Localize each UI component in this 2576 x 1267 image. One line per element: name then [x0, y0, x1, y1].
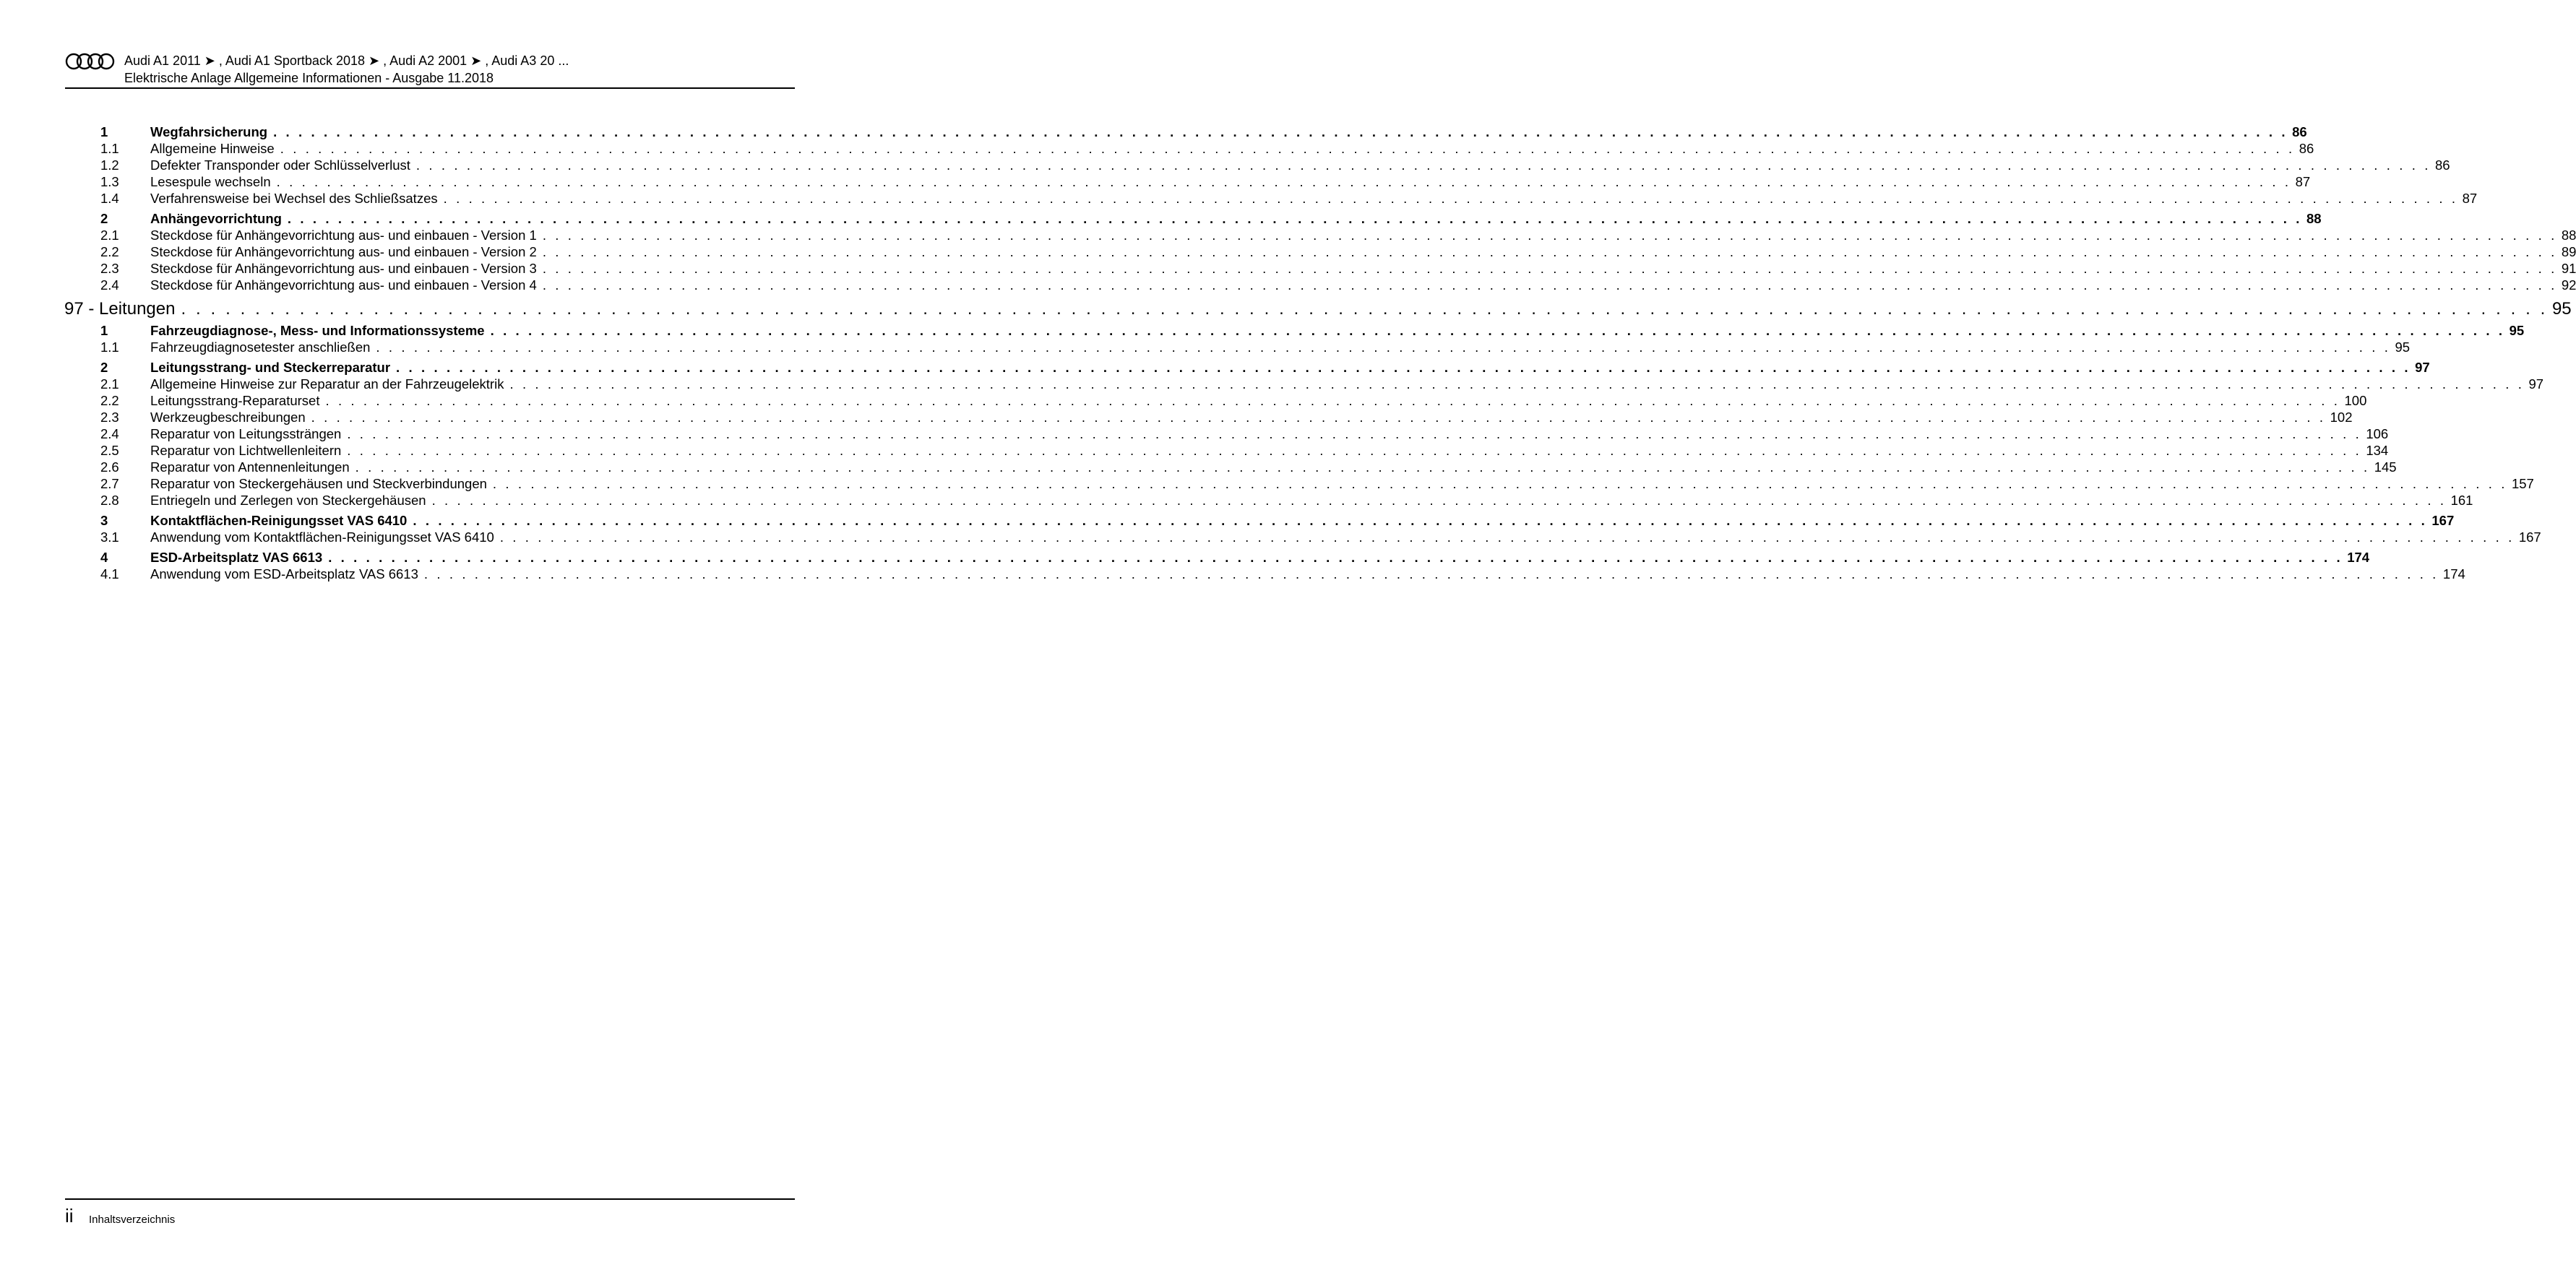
toc-entry-page: 161	[2450, 493, 2473, 508]
footer-section-label: Inhaltsverzeichnis	[89, 1214, 176, 1226]
toc-entry-number: 2.2	[100, 393, 119, 408]
toc-entry-number: 2.4	[100, 426, 119, 441]
toc-entry-number: 2.1	[100, 376, 119, 392]
toc-subsection[interactable]	[100, 459, 2397, 475]
toc-leader-dots: . . . . . . . . . . . . . . . . . . . . . . . . . . . . . . . . . . . . . . . . . . . . . . . . . . . . . . . . . . . . . . . . . . . . . . . . . . . . . . . . . . . . . . . . . . . . . . . . . . . . . . . . . . . . . . . . . . . . . . . . . . . . . . . . . . . . . . . . . . . . . . . . . . . . . . . . . . . . . . . .	[499, 529, 2515, 545]
toc-entry-number: 2.7	[100, 476, 119, 491]
toc-entry-title: Reparatur von Leitungssträngen	[150, 426, 342, 441]
toc-section[interactable]	[100, 550, 2370, 566]
toc-entry-page: 86	[2292, 124, 2307, 139]
toc-entry-title: Werkzeugbeschreibungen	[150, 410, 306, 425]
toc-section[interactable]	[100, 211, 2322, 227]
toc-entry-title: Reparatur von Lichtwellenleitern	[150, 443, 342, 458]
toc-entry-title: Steckdose für Anhängevorrichtung aus- und einbauen - Version 4	[150, 277, 537, 293]
toc-entry-title: Allgemeine Hinweise zur Reparatur an der Fahrzeugelektrik	[150, 376, 504, 392]
toc-subsection[interactable]	[100, 340, 2411, 355]
toc-entry-title: Anwendung vom Kontaktflächen-Reinigungsset VAS 6410	[150, 529, 494, 545]
toc-entry-title: Wegfahrsicherung	[150, 124, 268, 139]
toc-entry-number: 1.3	[100, 174, 119, 189]
toc-entry-title: Leitungsstrang-Reparaturset	[150, 393, 320, 408]
page-number: ii	[65, 1205, 74, 1227]
toc-subsection[interactable]	[100, 476, 2534, 492]
toc-entry-number: 2.2	[100, 244, 119, 259]
toc-leader-dots: . . . . . . . . . . . . . . . . . . . . . . . . . . . . . . . . . . . . . . . . . . . . . . . . . . . . . . . . . . . . . . . . . . . . . . . . . . . . . . . . . . . . . . . . . . . . . . . . . . . . . . . . . . . . . . . . . . . . . . . . . . . . . . . . . . . . . . . . . . . . . . . . . . . . . . . . . . . . . . . .	[280, 141, 2295, 156]
toc-leader-dots: . . . . . . . . . . . . . . . . . . . . . . . . . . . . . . . . . . . . . . . . . . . . . . . . . . . . . . . . . . . . . . . . . . . . . . . . . . . . . . . . . . . . . . . . . . . . . . . . . . . . . . . . . . . . . . . . . . . . . . . . . . . . . . . . . . . . . . . . . . . . . . . . . . . . . . . . . . . . . . . .	[181, 299, 2548, 319]
toc-entry-title: Lesespule wechseln	[150, 174, 271, 189]
toc-subsection[interactable]	[100, 493, 2473, 509]
toc-leader-dots: . . . . . . . . . . . . . . . . . . . . . . . . . . . . . . . . . . . . . . . . . . . . . . . . . . . . . . . . . . . . . . . . . . . . . . . . . . . . . . . . . . . . . . . . . . . . . . . . . . . . . . . . . . . . . . . . . . . . . . . . . . . . . . . . . . . . . . . . . . . . . . . . . . . . . . . . . . . . . . . .	[273, 124, 2288, 139]
toc-entry-number: 2	[100, 211, 108, 226]
toc-subsection[interactable]	[100, 566, 2465, 582]
toc-leader-dots: . . . . . . . . . . . . . . . . . . . . . . . . . . . . . . . . . . . . . . . . . . . . . . . . . . . . . . . . . . . . . . . . . . . . . . . . . . . . . . . . . . . . . . . . . . . . . . . . . . . . . . . . . . . . . . . . . . . . . . . . . . . . . . . . . . . . . . . . . . . . . . . . . . . . . . . . . . . . . . . .	[542, 228, 2557, 243]
toc-leader-dots: . . . . . . . . . . . . . . . . . . . . . . . . . . . . . . . . . . . . . . . . . . . . . . . . . . . . . . . . . . . . . . . . . . . . . . . . . . . . . . . . . . . . . . . . . . . . . . . . . . . . . . . . . . . . . . . . . . . . . . . . . . . . . . . . . . . . . . . . . . . . . . . . . . . . . . . . . . . . . . . .	[328, 550, 2343, 565]
toc-leader-dots: . . . . . . . . . . . . . . . . . . . . . . . . . . . . . . . . . . . . . . . . . . . . . . . . . . . . . . . . . . . . . . . . . . . . . . . . . . . . . . . . . . . . . . . . . . . . . . . . . . . . . . . . . . . . . . . . . . . . . . . . . . . . . . . . . . . . . . . . . . . . . . . . . . . . . . . . . . . . . . . .	[509, 376, 2525, 392]
toc-entry-title: Steckdose für Anhängevorrichtung aus- und einbauen - Version 3	[150, 261, 537, 276]
toc-leader-dots: . . . . . . . . . . . . . . . . . . . . . . . . . . . . . . . . . . . . . . . . . . . . . . . . . . . . . . . . . . . . . . . . . . . . . . . . . . . . . . . . . . . . . . . . . . . . . . . . . . . . . . . . . . . . . . . . . . . . . . . . . . . . . . . . . . . . . . . . . . . . . . . . . . . . . . . . . . . . . . . .	[347, 443, 2362, 458]
toc-subsection[interactable]	[100, 277, 2576, 293]
header-divider	[65, 87, 795, 89]
toc-entry-number: 2	[100, 360, 108, 375]
toc-leader-dots: . . . . . . . . . . . . . . . . . . . . . . . . . . . . . . . . . . . . . . . . . . . . . . . . . . . . . . . . . . . . . . . . . . . . . . . . . . . . . . . . . . . . . . . . . . . . . . . . . . . . . . . . . . . . . . . . . . . . . . . . . . . . . . . . . . . . . . . . . . . . . . . . . . . . . . . . . . . . . . . .	[311, 410, 2326, 425]
toc-subsection[interactable]	[100, 426, 2389, 442]
toc-entry-title: ESD-Arbeitsplatz VAS 6613	[150, 550, 323, 565]
toc-entry-number: 1	[100, 323, 108, 338]
toc-entry-page: 95	[2551, 299, 2572, 319]
audi-rings-logo-icon	[65, 52, 116, 71]
toc-leader-dots: . . . . . . . . . . . . . . . . . . . . . . . . . . . . . . . . . . . . . . . . . . . . . . . . . . . . . . . . . . . . . . . . . . . . . . . . . . . . . . . . . . . . . . . . . . . . . . . . . . . . . . . . . . . . . . . . . . . . . . . . . . . . . . . . . . . . . . . . . . . . . . . . . . . . . . . . . . . . . . . .	[431, 493, 2447, 508]
toc-entry-page: 91	[2561, 261, 2576, 276]
toc-subsection[interactable]	[100, 244, 2576, 260]
toc-entry-page: 86	[2299, 141, 2314, 156]
toc-leader-dots: . . . . . . . . . . . . . . . . . . . . . . . . . . . . . . . . . . . . . . . . . . . . . . . . . . . . . . . . . . . . . . . . . . . . . . . . . . . . . . . . . . . . . . . . . . . . . . . . . . . . . . . . . . . . . . . . . . . . . . . . . . . . . . . . . . . . . . . . . . . . . . . . . . . . . . . . . . . . . . . .	[443, 191, 2458, 206]
toc-entry-page: 134	[2366, 443, 2389, 458]
toc-entry-page: 174	[2442, 566, 2465, 581]
toc-subsection[interactable]	[100, 393, 2367, 409]
toc-entry-title: 97 - Leitungen	[64, 299, 176, 319]
toc-subsection[interactable]	[100, 157, 2450, 173]
toc-entry-page: 86	[2434, 157, 2450, 173]
toc-entry-page: 100	[2344, 393, 2367, 408]
toc-entry-number: 4.1	[100, 566, 119, 581]
toc-entry-page: 97	[2415, 360, 2430, 375]
toc-entry-page: 167	[2431, 513, 2455, 528]
page-header	[65, 51, 795, 90]
toc-entry-page: 102	[2330, 410, 2353, 425]
toc-entry-title: Steckdose für Anhängevorrichtung aus- und einbauen - Version 1	[150, 228, 537, 243]
toc-leader-dots: . . . . . . . . . . . . . . . . . . . . . . . . . . . . . . . . . . . . . . . . . . . . . . . . . . . . . . . . . . . . . . . . . . . . . . . . . . . . . . . . . . . . . . . . . . . . . . . . . . . . . . . . . . . . . . . . . . . . . . . . . . . . . . . . . . . . . . . . . . . . . . . . . . . . . . . . . . . . . . . .	[492, 476, 2507, 491]
toc-leader-dots: . . . . . . . . . . . . . . . . . . . . . . . . . . . . . . . . . . . . . . . . . . . . . . . . . . . . . . . . . . . . . . . . . . . . . . . . . . . . . . . . . . . . . . . . . . . . . . . . . . . . . . . . . . . . . . . . . . . . . . . . . . . . . . . . . . . . . . . . . . . . . . . . . . . . . . . . . . . . . . . .	[413, 513, 2428, 528]
toc-subsection[interactable]	[100, 376, 2544, 392]
header-document-title: Elektrische Anlage Allgemeine Informationen - Ausgabe 11.2018	[124, 71, 494, 85]
toc-leader-dots: . . . . . . . . . . . . . . . . . . . . . . . . . . . . . . . . . . . . . . . . . . . . . . . . . . . . . . . . . . . . . . . . . . . . . . . . . . . . . . . . . . . . . . . . . . . . . . . . . . . . . . . . . . . . . . . . . . . . . . . . . . . . . . . . . . . . . . . . . . . . . . . . . . . . . . . . . . . . . . . .	[423, 566, 2439, 581]
toc-entry-title: Kontaktflächen-Reinigungsset VAS 6410	[150, 513, 408, 528]
footer-divider	[65, 1198, 795, 1200]
toc-entry-number: 4	[100, 550, 108, 565]
toc-entry-page: 92	[2561, 277, 2576, 293]
toc-entry-page: 157	[2511, 476, 2534, 491]
toc-entry-title: Fahrzeugdiagnose-, Mess- und Informationssysteme	[150, 323, 485, 338]
toc-entry-number: 2.1	[100, 228, 119, 243]
toc-entry-number: 1.4	[100, 191, 119, 206]
toc-entry-title: Anwendung vom ESD-Arbeitsplatz VAS 6613	[150, 566, 418, 581]
toc-leader-dots: . . . . . . . . . . . . . . . . . . . . . . . . . . . . . . . . . . . . . . . . . . . . . . . . . . . . . . . . . . . . . . . . . . . . . . . . . . . . . . . . . . . . . . . . . . . . . . . . . . . . . . . . . . . . . . . . . . . . . . . . . . . . . . . . . . . . . . . . . . . . . . . . . . . . . . . . . . . . . . . .	[542, 277, 2557, 293]
toc-entry-page: 95	[2509, 323, 2525, 338]
toc-entry-page: 88	[2306, 211, 2322, 226]
toc-leader-dots: . . . . . . . . . . . . . . . . . . . . . . . . . . . . . . . . . . . . . . . . . . . . . . . . . . . . . . . . . . . . . . . . . . . . . . . . . . . . . . . . . . . . . . . . . . . . . . . . . . . . . . . . . . . . . . . . . . . . . . . . . . . . . . . . . . . . . . . . . . . . . . . . . . . . . . . . . . . . . . . .	[490, 323, 2505, 338]
toc-entry-number: 2.3	[100, 410, 119, 425]
toc-entry-number: 3	[100, 513, 108, 528]
toc-entry-title: Verfahrensweise bei Wechsel des Schließsatzes	[150, 191, 438, 206]
toc-leader-dots: . . . . . . . . . . . . . . . . . . . . . . . . . . . . . . . . . . . . . . . . . . . . . . . . . . . . . . . . . . . . . . . . . . . . . . . . . . . . . . . . . . . . . . . . . . . . . . . . . . . . . . . . . . . . . . . . . . . . . . . . . . . . . . . . . . . . . . . . . . . . . . . . . . . . . . . . . . . . . . . .	[276, 174, 2291, 189]
toc-entry-number: 1	[100, 124, 108, 139]
toc-entry-title: Defekter Transponder oder Schlüsselverlust	[150, 157, 410, 173]
toc-entry-page: 97	[2528, 376, 2544, 392]
toc-entry-page: 174	[2347, 550, 2370, 565]
toc-entry-title: Anhängevorrichtung	[150, 211, 282, 226]
toc-entry-title: Steckdose für Anhängevorrichtung aus- und einbauen - Version 2	[150, 244, 537, 259]
toc-leader-dots: . . . . . . . . . . . . . . . . . . . . . . . . . . . . . . . . . . . . . . . . . . . . . . . . . . . . . . . . . . . . . . . . . . . . . . . . . . . . . . . . . . . . . . . . . . . . . . . . . . . . . . . . . . . . . . . . . . . . . . . . . . . . . . . . . . . . . . . . . . . . . . . . . . . . . . . . . . . . . . . .	[542, 244, 2557, 259]
toc-entry-number: 1.1	[100, 141, 119, 156]
toc-entry-number: 2.3	[100, 261, 119, 276]
toc-entry-page: 167	[2518, 529, 2541, 545]
toc-leader-dots: . . . . . . . . . . . . . . . . . . . . . . . . . . . . . . . . . . . . . . . . . . . . . . . . . . . . . . . . . . . . . . . . . . . . . . . . . . . . . . . . . . . . . . . . . . . . . . . . . . . . . . . . . . . . . . . . . . . . . . . . . . . . . . . . . . . . . . . . . . . . . . . . . . . . . . . . . . . . . . . .	[347, 426, 2362, 441]
toc-section[interactable]	[100, 124, 2307, 140]
toc-entry-title: Allgemeine Hinweise	[150, 141, 275, 156]
toc-leader-dots: . . . . . . . . . . . . . . . . . . . . . . . . . . . . . . . . . . . . . . . . . . . . . . . . . . . . . . . . . . . . . . . . . . . . . . . . . . . . . . . . . . . . . . . . . . . . . . . . . . . . . . . . . . . . . . . . . . . . . . . . . . . . . . . . . . . . . . . . . . . . . . . . . . . . . . . . . . . . . . . .	[287, 211, 2302, 226]
toc-subsection[interactable]	[100, 410, 2353, 425]
toc-chapter[interactable]	[64, 299, 2572, 319]
toc-subsection[interactable]	[100, 261, 2576, 277]
toc-entry-page: 95	[2395, 340, 2411, 355]
toc-subsection[interactable]	[100, 141, 2314, 157]
toc-entry-page: 88	[2561, 228, 2576, 243]
toc-entry-title: Leitungsstrang- und Steckerreparatur	[150, 360, 391, 375]
toc-entry-title: Reparatur von Steckergehäusen und Steckverbindungen	[150, 476, 487, 491]
toc-entry-page: 145	[2374, 459, 2397, 475]
toc-entry-page: 106	[2366, 426, 2389, 441]
toc-leader-dots: . . . . . . . . . . . . . . . . . . . . . . . . . . . . . . . . . . . . . . . . . . . . . . . . . . . . . . . . . . . . . . . . . . . . . . . . . . . . . . . . . . . . . . . . . . . . . . . . . . . . . . . . . . . . . . . . . . . . . . . . . . . . . . . . . . . . . . . . . . . . . . . . . . . . . . . . . . . . . . . .	[415, 157, 2431, 173]
toc-subsection[interactable]	[100, 529, 2541, 545]
toc-entry-title: Fahrzeugdiagnosetester anschließen	[150, 340, 371, 355]
toc-entry-number: 2.8	[100, 493, 119, 508]
toc-section[interactable]	[100, 360, 2430, 376]
toc-subsection[interactable]	[100, 443, 2389, 459]
toc-entry-page: 87	[2295, 174, 2311, 189]
toc-subsection[interactable]	[100, 228, 2576, 243]
toc-entry-number: 1.1	[100, 340, 119, 355]
toc-entry-number: 2.5	[100, 443, 119, 458]
toc-entry-number: 1.2	[100, 157, 119, 173]
toc-entry-title: Reparatur von Antennenleitungen	[150, 459, 350, 475]
toc-leader-dots: . . . . . . . . . . . . . . . . . . . . . . . . . . . . . . . . . . . . . . . . . . . . . . . . . . . . . . . . . . . . . . . . . . . . . . . . . . . . . . . . . . . . . . . . . . . . . . . . . . . . . . . . . . . . . . . . . . . . . . . . . . . . . . . . . . . . . . . . . . . . . . . . . . . . . . . . . . . . . . . .	[396, 360, 2411, 375]
toc-subsection[interactable]	[100, 174, 2311, 190]
toc-entry-number: 2.4	[100, 277, 119, 293]
toc-entry-number: 3.1	[100, 529, 119, 545]
header-vehicle-models: Audi A1 2011 ➤ , Audi A1 Sportback 2018 ➤ , Audi A2 2001 ➤ , Audi A3 20 ...	[124, 53, 569, 68]
toc-entry-number: 2.6	[100, 459, 119, 475]
toc-section[interactable]	[100, 323, 2525, 339]
toc-entry-title: Entriegeln und Zerlegen von Steckergehäusen	[150, 493, 426, 508]
toc-leader-dots: . . . . . . . . . . . . . . . . . . . . . . . . . . . . . . . . . . . . . . . . . . . . . . . . . . . . . . . . . . . . . . . . . . . . . . . . . . . . . . . . . . . . . . . . . . . . . . . . . . . . . . . . . . . . . . . . . . . . . . . . . . . . . . . . . . . . . . . . . . . . . . . . . . . . . . . . . . . . . . . .	[376, 340, 2391, 355]
toc-leader-dots: . . . . . . . . . . . . . . . . . . . . . . . . . . . . . . . . . . . . . . . . . . . . . . . . . . . . . . . . . . . . . . . . . . . . . . . . . . . . . . . . . . . . . . . . . . . . . . . . . . . . . . . . . . . . . . . . . . . . . . . . . . . . . . . . . . . . . . . . . . . . . . . . . . . . . . . . . . . . . . . .	[355, 459, 2370, 475]
toc-leader-dots: . . . . . . . . . . . . . . . . . . . . . . . . . . . . . . . . . . . . . . . . . . . . . . . . . . . . . . . . . . . . . . . . . . . . . . . . . . . . . . . . . . . . . . . . . . . . . . . . . . . . . . . . . . . . . . . . . . . . . . . . . . . . . . . . . . . . . . . . . . . . . . . . . . . . . . . . . . . . . . . .	[542, 261, 2557, 276]
toc-entry-page: 87	[2462, 191, 2478, 206]
toc-section[interactable]	[100, 513, 2455, 529]
toc-subsection[interactable]	[100, 191, 2478, 207]
toc-leader-dots: . . . . . . . . . . . . . . . . . . . . . . . . . . . . . . . . . . . . . . . . . . . . . . . . . . . . . . . . . . . . . . . . . . . . . . . . . . . . . . . . . . . . . . . . . . . . . . . . . . . . . . . . . . . . . . . . . . . . . . . . . . . . . . . . . . . . . . . . . . . . . . . . . . . . . . . . . . . . . . . .	[325, 393, 2340, 408]
toc-entry-page: 89	[2561, 244, 2576, 259]
